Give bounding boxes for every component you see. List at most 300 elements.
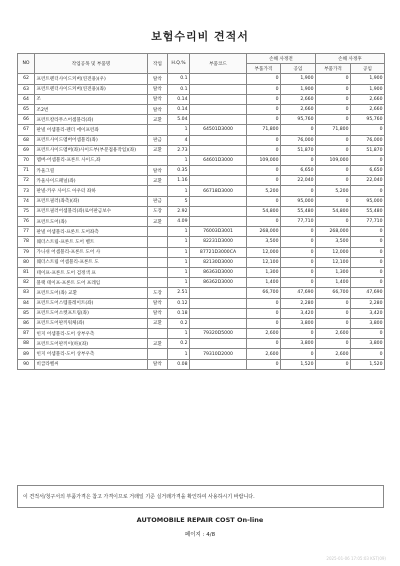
cell-l2: 95,000 bbox=[351, 196, 385, 206]
cell-code: 79310D2000 bbox=[190, 349, 247, 359]
cell-name: 비급라벨씨 bbox=[35, 359, 148, 369]
cell-code bbox=[190, 206, 247, 216]
cell-code: 82130D3000 bbox=[190, 257, 247, 267]
cell-work bbox=[148, 349, 168, 359]
cell-code bbox=[190, 176, 247, 186]
cell-hq: 1 bbox=[168, 278, 190, 288]
cell-p1: 0 bbox=[247, 166, 281, 176]
cell-p1: 0 bbox=[247, 145, 281, 155]
cell-p2: 268,000 bbox=[316, 227, 351, 237]
table-row bbox=[18, 186, 385, 196]
table-row bbox=[18, 349, 385, 359]
cell-l1: 1,520 bbox=[281, 359, 316, 369]
cell-p2: 66,700 bbox=[316, 288, 351, 298]
header-after: 손해 사정후 bbox=[316, 54, 385, 64]
cell-l1: 0 bbox=[281, 237, 316, 247]
header-before-parts: 부품가격 bbox=[247, 64, 281, 74]
cell-p1: 1,400 bbox=[247, 278, 281, 288]
cell-work bbox=[148, 186, 168, 196]
cell-no: 78 bbox=[18, 237, 35, 247]
cell-hq: 1.16 bbox=[168, 176, 190, 186]
header-work: 작업 bbox=[148, 54, 168, 74]
cell-work: 탈착 bbox=[148, 308, 168, 318]
cell-no: 86 bbox=[18, 318, 35, 328]
cell-work bbox=[148, 155, 168, 165]
cell-work: 탈착 bbox=[148, 359, 168, 369]
cell-p1: 0 bbox=[247, 176, 281, 186]
cell-name: 프런트필러(좌측)(좌) bbox=[35, 196, 148, 206]
cell-no: 71 bbox=[18, 166, 35, 176]
cell-name: 조 bbox=[35, 94, 148, 104]
cell-work: 판금 bbox=[148, 196, 168, 206]
cell-name: 블랙 테이프-프론트 도어 프레임 bbox=[35, 278, 148, 288]
cell-l1: 51,870 bbox=[281, 145, 316, 155]
cell-no: 73 bbox=[18, 186, 35, 196]
cell-p2: 0 bbox=[316, 104, 351, 114]
header-before: 손해 사정전 bbox=[247, 54, 316, 64]
cell-l1: 55,480 bbox=[281, 206, 316, 216]
cell-l2: 47,690 bbox=[351, 288, 385, 298]
cell-l1: 6,650 bbox=[281, 166, 316, 176]
cell-code bbox=[190, 84, 247, 94]
table-row bbox=[18, 196, 385, 206]
cell-l2: 51,870 bbox=[351, 145, 385, 155]
cell-name: 웨더스트립 어셈블리-프론트 도 bbox=[35, 257, 148, 267]
cell-code bbox=[190, 135, 247, 145]
cell-p1: 0 bbox=[247, 74, 281, 84]
cell-work: 탈착 bbox=[148, 298, 168, 308]
header-before-labor: 공임 bbox=[281, 64, 316, 74]
cell-hq: 0.18 bbox=[168, 308, 190, 318]
cell-l1: 0 bbox=[281, 155, 316, 165]
cell-no: 65 bbox=[18, 104, 35, 114]
cell-name: 프런트도어스텝플레이트(좌) bbox=[35, 298, 148, 308]
cell-l2: 2,660 bbox=[351, 94, 385, 104]
cell-l2: 0 bbox=[351, 257, 385, 267]
cell-work: 교환 bbox=[148, 115, 168, 125]
table-row bbox=[18, 155, 385, 165]
cell-p1: 5,200 bbox=[247, 186, 281, 196]
cell-work: 교환 bbox=[148, 176, 168, 186]
cell-l2: 0 bbox=[351, 186, 385, 196]
document-title: 보험수리비 견적서 bbox=[151, 30, 249, 43]
cell-hq: 0.2 bbox=[168, 339, 190, 349]
table-row bbox=[18, 237, 385, 247]
table-row bbox=[18, 257, 385, 267]
cell-no: 80 bbox=[18, 257, 35, 267]
cell-l1: 3,800 bbox=[281, 318, 316, 328]
table-row bbox=[18, 145, 385, 155]
cell-code bbox=[190, 339, 247, 349]
footer-title: AUTOMOBILE REPAIR COST On-line bbox=[136, 516, 264, 524]
cell-p1: 2,600 bbox=[247, 329, 281, 339]
cell-work bbox=[148, 125, 168, 135]
cell-name: 판넬 어셈블리-프론트 도어좌측 bbox=[35, 227, 148, 237]
cell-p2: 0 bbox=[316, 94, 351, 104]
cell-code: 87721D3000CA bbox=[190, 247, 247, 257]
cell-p2: 2,600 bbox=[316, 349, 351, 359]
cell-code: 64601D3000 bbox=[190, 155, 247, 165]
cell-name: 프런트필러어셈블리(좌)로어판금보수 bbox=[35, 206, 148, 216]
estimate-table bbox=[17, 53, 385, 370]
cell-l2: 1,900 bbox=[351, 74, 385, 84]
cell-hq: 1 bbox=[168, 125, 190, 135]
cell-no: 77 bbox=[18, 227, 35, 237]
cell-work: 탈착 bbox=[148, 84, 168, 94]
cell-p2: 5,200 bbox=[316, 186, 351, 196]
cell-work bbox=[148, 257, 168, 267]
cell-hq: 1 bbox=[168, 237, 190, 247]
cell-p1: 2,600 bbox=[247, 349, 281, 359]
cell-l2: 3,800 bbox=[351, 318, 385, 328]
cell-work: 탈착 bbox=[148, 74, 168, 84]
table-row bbox=[18, 176, 385, 186]
cell-hq: 0.35 bbox=[168, 166, 190, 176]
cell-no: 82 bbox=[18, 278, 35, 288]
cell-p1: 0 bbox=[247, 196, 281, 206]
cell-l1: 95,000 bbox=[281, 196, 316, 206]
cell-p2: 0 bbox=[316, 176, 351, 186]
cell-p2: 0 bbox=[316, 115, 351, 125]
cell-l1: 1,900 bbox=[281, 84, 316, 94]
cell-p2: 0 bbox=[316, 217, 351, 227]
table-row bbox=[18, 206, 385, 216]
cell-p1: 0 bbox=[247, 339, 281, 349]
cell-no: 76 bbox=[18, 217, 35, 227]
cell-no: 90 bbox=[18, 359, 35, 369]
cell-name: 테이프-프론트 도어 검정색 프 bbox=[35, 267, 148, 277]
cell-code bbox=[190, 166, 247, 176]
cell-l1: 3,800 bbox=[281, 339, 316, 349]
table-row bbox=[18, 267, 385, 277]
cell-hq: 1 bbox=[168, 267, 190, 277]
cell-name: 프런트사이드멤버어셈블리(좌) bbox=[35, 135, 148, 145]
cell-code bbox=[190, 74, 247, 84]
cell-l2: 2,280 bbox=[351, 298, 385, 308]
table-row bbox=[18, 115, 385, 125]
cell-l2: 55,480 bbox=[351, 206, 385, 216]
header-hq: H.Q.% bbox=[168, 54, 190, 74]
cell-work: 교환 bbox=[148, 145, 168, 155]
cell-l2: 0 bbox=[351, 125, 385, 135]
cell-no: 70 bbox=[18, 155, 35, 165]
cell-code bbox=[190, 308, 247, 318]
cell-name: 프런트칼라무스어셈블리(좌) bbox=[35, 115, 148, 125]
cell-p1: 0 bbox=[247, 217, 281, 227]
table-row bbox=[18, 125, 385, 135]
cell-name: 프런트도어(좌) 교환 bbox=[35, 288, 148, 298]
cell-no: 87 bbox=[18, 329, 35, 339]
cell-l2: 3,800 bbox=[351, 339, 385, 349]
cell-no: 72 bbox=[18, 176, 35, 186]
cell-hq: 2.73 bbox=[168, 145, 190, 155]
cell-p1: 54,800 bbox=[247, 206, 281, 216]
cell-name: 카울그릴 bbox=[35, 166, 148, 176]
cell-work bbox=[148, 237, 168, 247]
cell-code bbox=[190, 196, 247, 206]
cell-p2: 0 bbox=[316, 359, 351, 369]
cell-p2: 0 bbox=[316, 318, 351, 328]
cell-hq: 1 bbox=[168, 186, 190, 196]
cell-p2: 0 bbox=[316, 84, 351, 94]
page-number: 페이지 : 4/8 bbox=[184, 532, 216, 538]
cell-p1: 3,500 bbox=[247, 237, 281, 247]
table-row bbox=[18, 74, 385, 84]
table-row bbox=[18, 298, 385, 308]
cell-p2: 0 bbox=[316, 135, 351, 145]
cell-name: 프런트펜더사이드커버(연전용)(좌) bbox=[35, 84, 148, 94]
cell-p1: 66,700 bbox=[247, 288, 281, 298]
cell-no: 75 bbox=[18, 206, 35, 216]
cell-code bbox=[190, 288, 247, 298]
cell-l2: 3,420 bbox=[351, 308, 385, 318]
cell-no: 83 bbox=[18, 288, 35, 298]
cell-p1: 0 bbox=[247, 104, 281, 114]
table-row bbox=[18, 135, 385, 145]
cell-code: 64501D3000 bbox=[190, 125, 247, 135]
cell-p1: 0 bbox=[247, 115, 281, 125]
cell-work bbox=[148, 227, 168, 237]
cell-hq: 0.08 bbox=[168, 359, 190, 369]
cell-l2: 95,760 bbox=[351, 115, 385, 125]
cell-l2: 6,650 bbox=[351, 166, 385, 176]
table-row bbox=[18, 278, 385, 288]
cell-p1: 0 bbox=[247, 84, 281, 94]
cell-l1: 47,690 bbox=[281, 288, 316, 298]
cell-name: 프런트도어소켓프트림(좌) bbox=[35, 308, 148, 318]
cell-code bbox=[190, 217, 247, 227]
table-row bbox=[18, 104, 385, 114]
cell-no: 64 bbox=[18, 94, 35, 104]
cell-l2: 0 bbox=[351, 278, 385, 288]
cell-p2: 0 bbox=[316, 298, 351, 308]
cell-code bbox=[190, 318, 247, 328]
cell-name: 프런트펜더사이드커버(연전용)(우) bbox=[35, 74, 148, 84]
cell-l2: 76,000 bbox=[351, 135, 385, 145]
cell-work: 교환 bbox=[148, 339, 168, 349]
cell-no: 66 bbox=[18, 115, 35, 125]
cell-l1: 95,760 bbox=[281, 115, 316, 125]
disclaimer-note: 이 견적서/청구서의 부품가격은 참고 가격이므로 거래일 기준 실거래가격을 확인하여 사용하시기 바랍니다. bbox=[17, 485, 384, 508]
cell-l2: 1,900 bbox=[351, 84, 385, 94]
cell-l1: 76,000 bbox=[281, 135, 316, 145]
cell-no: 62 bbox=[18, 74, 35, 84]
cell-l2: 22,040 bbox=[351, 176, 385, 186]
cell-p1: 0 bbox=[247, 94, 281, 104]
cell-p1: 71,800 bbox=[247, 125, 281, 135]
cell-hq: 0.1 bbox=[168, 84, 190, 94]
cell-no: 88 bbox=[18, 339, 35, 349]
cell-no: 74 bbox=[18, 196, 35, 206]
cell-l2: 0 bbox=[351, 155, 385, 165]
cell-l1: 2,660 bbox=[281, 94, 316, 104]
cell-hq: 1 bbox=[168, 155, 190, 165]
cell-no: 68 bbox=[18, 135, 35, 145]
cell-no: 69 bbox=[18, 145, 35, 155]
cell-p1: 268,000 bbox=[247, 227, 281, 237]
table-row bbox=[18, 94, 385, 104]
cell-l1: 0 bbox=[281, 278, 316, 288]
cell-name: 프런트도어판끼이(하)(좌) bbox=[35, 339, 148, 349]
cell-hq: 0.14 bbox=[168, 94, 190, 104]
cell-work: 판금 bbox=[148, 135, 168, 145]
table-row bbox=[18, 288, 385, 298]
cell-code bbox=[190, 104, 247, 114]
timestamp: 2025-01-06 17:05:03 KST(09) bbox=[326, 556, 386, 561]
cell-name: 힌지 어셈블리-도어 상부우측 bbox=[35, 329, 148, 339]
cell-work: 도장 bbox=[148, 288, 168, 298]
cell-name: 카울사이드패널(좌) bbox=[35, 176, 148, 186]
cell-name: 힌지 어셈블리-도어 상부우측 bbox=[35, 349, 148, 359]
header-no: NO bbox=[18, 54, 35, 74]
cell-p2: 54,800 bbox=[316, 206, 351, 216]
cell-hq: 1 bbox=[168, 227, 190, 237]
cell-no: 67 bbox=[18, 125, 35, 135]
cell-name: 판넬-카우 사이드 아우터 좌하 bbox=[35, 186, 148, 196]
cell-no: 81 bbox=[18, 267, 35, 277]
cell-p2: 0 bbox=[316, 339, 351, 349]
cell-work: 탈착 bbox=[148, 166, 168, 176]
cell-l1: 2,660 bbox=[281, 104, 316, 114]
table-row bbox=[18, 247, 385, 257]
cell-name: 가니쉬 어셈블리-프론트 도어 사 bbox=[35, 247, 148, 257]
cell-l2: 0 bbox=[351, 349, 385, 359]
cell-hq: 1 bbox=[168, 329, 190, 339]
cell-hq: 1 bbox=[168, 349, 190, 359]
cell-hq: 2.92 bbox=[168, 206, 190, 216]
cell-code bbox=[190, 145, 247, 155]
table-row bbox=[18, 359, 385, 369]
cell-hq: 1 bbox=[168, 257, 190, 267]
cell-l2: 0 bbox=[351, 267, 385, 277]
cell-no: 79 bbox=[18, 247, 35, 257]
cell-l1: 0 bbox=[281, 329, 316, 339]
cell-hq: 4.09 bbox=[168, 217, 190, 227]
cell-code: 86363D3000 bbox=[190, 267, 247, 277]
cell-work: 교환 bbox=[148, 318, 168, 328]
cell-hq: 0.12 bbox=[168, 298, 190, 308]
table-row bbox=[18, 318, 385, 328]
cell-name: 프런트도어(좌) bbox=[35, 217, 148, 227]
cell-p2: 2,600 bbox=[316, 329, 351, 339]
cell-no: 89 bbox=[18, 349, 35, 359]
cell-l1: 77,710 bbox=[281, 217, 316, 227]
cell-hq: 1 bbox=[168, 247, 190, 257]
cell-work bbox=[148, 267, 168, 277]
cell-p1: 0 bbox=[247, 318, 281, 328]
table-row bbox=[18, 339, 385, 349]
cell-p2: 12,100 bbox=[316, 257, 351, 267]
cell-l2: 2,660 bbox=[351, 104, 385, 114]
cell-name: 멤버-어셈블리-프론트 사이드,좌 bbox=[35, 155, 148, 165]
cell-no: 84 bbox=[18, 298, 35, 308]
table-row bbox=[18, 84, 385, 94]
cell-p1: 0 bbox=[247, 308, 281, 318]
cell-p2: 0 bbox=[316, 166, 351, 176]
cell-code: 66718D3000 bbox=[190, 186, 247, 196]
cell-p1: 0 bbox=[247, 135, 281, 145]
cell-name: 조2번 bbox=[35, 104, 148, 114]
cell-l1: 1,900 bbox=[281, 74, 316, 84]
cell-work: 탈착 bbox=[148, 104, 168, 114]
cell-work: 교환 bbox=[148, 217, 168, 227]
cell-l2: 0 bbox=[351, 329, 385, 339]
cell-p2: 0 bbox=[316, 145, 351, 155]
cell-l1: 22,040 bbox=[281, 176, 316, 186]
cell-work bbox=[148, 329, 168, 339]
cell-p2: 1,300 bbox=[316, 267, 351, 277]
cell-l1: 0 bbox=[281, 227, 316, 237]
cell-l2: 0 bbox=[351, 237, 385, 247]
cell-code bbox=[190, 359, 247, 369]
table-row bbox=[18, 217, 385, 227]
cell-work bbox=[148, 278, 168, 288]
cell-work: 탈착 bbox=[148, 94, 168, 104]
cell-hq: 5.04 bbox=[168, 115, 190, 125]
cell-p2: 0 bbox=[316, 74, 351, 84]
cell-p2: 1,400 bbox=[316, 278, 351, 288]
cell-hq: 5 bbox=[168, 196, 190, 206]
cell-no: 63 bbox=[18, 84, 35, 94]
cell-l1: 2,280 bbox=[281, 298, 316, 308]
cell-p2: 3,500 bbox=[316, 237, 351, 247]
cell-p2: 0 bbox=[316, 196, 351, 206]
cell-p2: 12,000 bbox=[316, 247, 351, 257]
cell-l1: 0 bbox=[281, 349, 316, 359]
cell-name: 판넬 어셈블리-펜더 에이프런좌 bbox=[35, 125, 148, 135]
cell-code: 79320D5000 bbox=[190, 329, 247, 339]
cell-code bbox=[190, 298, 247, 308]
cell-l1: 0 bbox=[281, 257, 316, 267]
cell-hq: 4 bbox=[168, 135, 190, 145]
cell-p2: 109,000 bbox=[316, 155, 351, 165]
cell-p1: 0 bbox=[247, 359, 281, 369]
header-code: 부품코드 bbox=[190, 54, 247, 74]
cell-name: 프런트사이드멤버(좌)사이드부(부분접용작업)(좌) bbox=[35, 145, 148, 155]
cell-work bbox=[148, 247, 168, 257]
cell-l2: 1,520 bbox=[351, 359, 385, 369]
cell-work: 도장 bbox=[148, 206, 168, 216]
cell-l1: 0 bbox=[281, 247, 316, 257]
header-after-labor: 공임 bbox=[351, 64, 385, 74]
header-after-parts: 부품가격 bbox=[316, 64, 351, 74]
cell-code: 76003D3001 bbox=[190, 227, 247, 237]
cell-p1: 12,000 bbox=[247, 247, 281, 257]
cell-code bbox=[190, 94, 247, 104]
cell-l2: 0 bbox=[351, 247, 385, 257]
table-row bbox=[18, 166, 385, 176]
table-row bbox=[18, 227, 385, 237]
cell-hq: 2.51 bbox=[168, 288, 190, 298]
cell-p2: 71,800 bbox=[316, 125, 351, 135]
cell-p1: 0 bbox=[247, 298, 281, 308]
cell-code bbox=[190, 115, 247, 125]
cell-no: 85 bbox=[18, 308, 35, 318]
cell-name: 프런트도어판끼워체(좌) bbox=[35, 318, 148, 328]
cell-l1: 0 bbox=[281, 267, 316, 277]
cell-l2: 0 bbox=[351, 227, 385, 237]
cell-p2: 0 bbox=[316, 308, 351, 318]
cell-hq: 0.1 bbox=[168, 74, 190, 84]
cell-l1: 3,420 bbox=[281, 308, 316, 318]
cell-code: 82231D3000 bbox=[190, 237, 247, 247]
cell-l1: 0 bbox=[281, 125, 316, 135]
table-row bbox=[18, 329, 385, 339]
cell-l2: 77,710 bbox=[351, 217, 385, 227]
header-name: 작업공목 및 부품명 bbox=[35, 54, 148, 74]
cell-hq: 0.2 bbox=[168, 318, 190, 328]
cell-name: 웨더스트립-프론트 도어 벨트 bbox=[35, 237, 148, 247]
